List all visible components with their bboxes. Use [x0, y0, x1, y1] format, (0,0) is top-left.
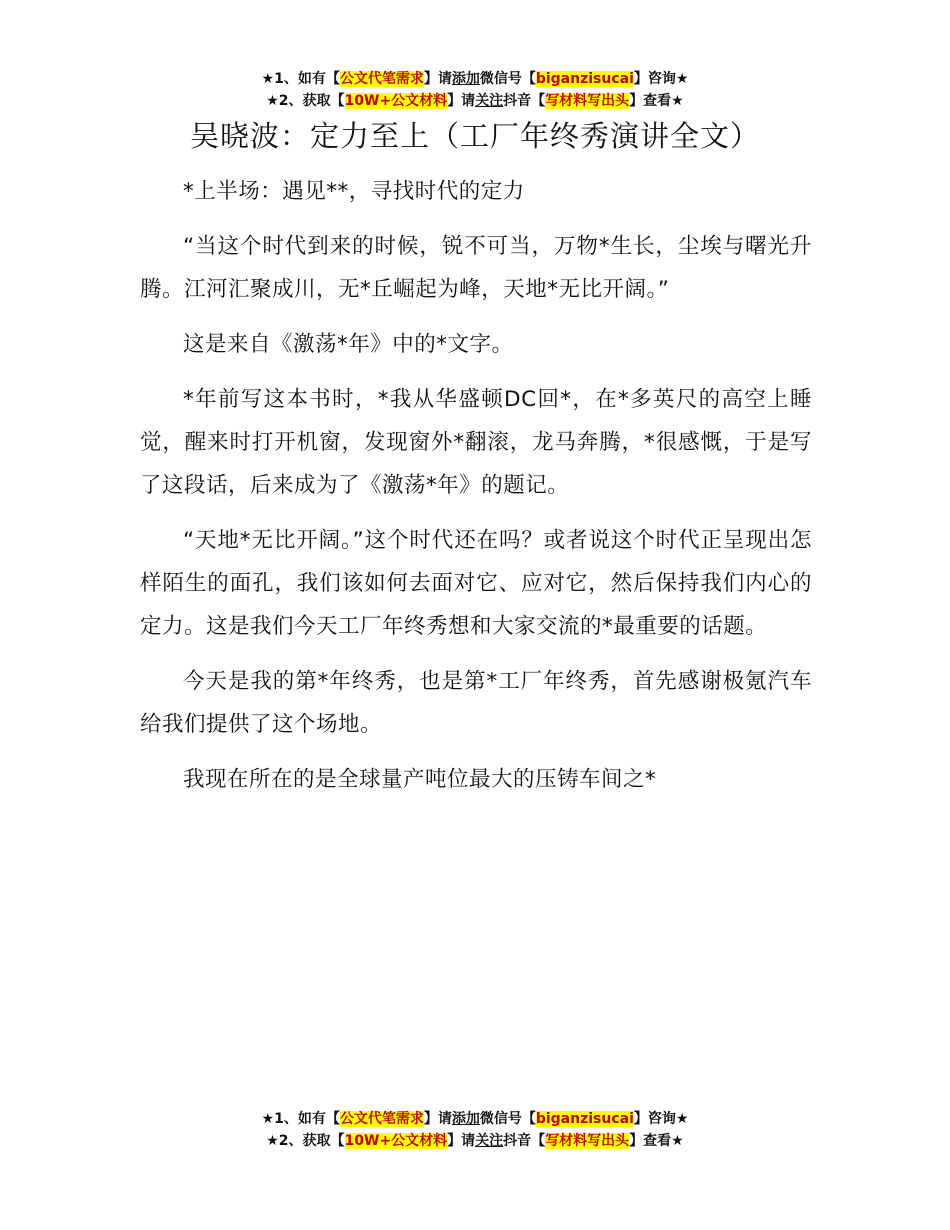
banner-text: 微信号【 — [479, 71, 536, 87]
banner-text: 】请 — [447, 93, 476, 109]
header-banner — [0, 68, 950, 112]
banner-text: 】咨询★ — [633, 1111, 689, 1127]
banner-text: 】查看★ — [629, 1133, 684, 1149]
page-title: 吴晓波：定力至上（工厂年终秀演讲全文） — [189, 119, 760, 153]
banner-text: 】请 — [423, 71, 452, 87]
paragraph: “当这个时代到来的时候，锐不可当，万物*生长，尘埃与曙光升腾。江河汇聚成川，无*丘崛起为峰，天地*无比开阔。” — [140, 234, 812, 302]
paragraph: 这是来自《激荡*年》中的*文字。 — [183, 332, 514, 357]
banner-highlight: 10W+公文材料 — [344, 1133, 448, 1149]
banner-text: 抖音【 — [503, 1133, 546, 1149]
paragraph: *年前写这本书时，*我从华盛顿DC回*，在*多英尺的高空上睡觉，醒来时打开机窗，发现窗外*翻滚，龙马奔腾，*很感慨，于是写了这段话，后来成为了《激荡*年》的题记。 — [140, 387, 812, 498]
banner-text: ★2、获取【 — [266, 1133, 345, 1149]
footer-banner — [0, 1108, 950, 1152]
banner-text: 】请 — [447, 1133, 476, 1149]
banner-highlight: 写材料写出头 — [545, 1133, 630, 1149]
banner-emphasis: 添加 — [451, 1111, 480, 1127]
banner-text: 】咨询★ — [633, 71, 689, 87]
banner-text: 】查看★ — [629, 93, 684, 109]
paragraph: 今天是我的第*年终秀，也是第*工厂年终秀，首先感谢极氪汽车给我们提供了这个场地。 — [140, 669, 812, 737]
document-body — [140, 170, 812, 813]
banner-text: ★1、如有【 — [261, 1111, 340, 1127]
banner-highlight: 公文代笔需求 — [339, 71, 424, 87]
banner-emphasis: 关注 — [475, 93, 504, 109]
banner-line-2 — [0, 1130, 950, 1152]
banner-highlight: 公文代笔需求 — [339, 1111, 424, 1127]
banner-line-1 — [0, 68, 950, 90]
banner-highlight: 10W+公文材料 — [344, 93, 448, 109]
banner-line-1 — [0, 1108, 950, 1130]
paragraph: 我现在所在的是全球量产吨位最大的压铸车间之* — [183, 767, 657, 792]
banner-line-2 — [0, 90, 950, 112]
banner-text: 】请 — [423, 1111, 452, 1127]
banner-text: ★2、获取【 — [266, 93, 345, 109]
banner-highlight: biganzisucai — [535, 1111, 634, 1127]
banner-text: 微信号【 — [479, 1111, 536, 1127]
banner-text: ★1、如有【 — [261, 71, 340, 87]
paragraph: *上半场：遇见**，寻找时代的定力 — [183, 179, 525, 204]
banner-highlight: biganzisucai — [535, 71, 634, 87]
paragraph: “天地*无比开阔。”这个时代还在吗？或者说这个时代正呈现出怎样陌生的面孔，我们该如何去面对它、应对它，然后保持我们内心的定力。这是我们今天工厂年终秀想和大家交流的*最重要的话题。 — [140, 528, 812, 639]
banner-text: 抖音【 — [503, 93, 546, 109]
banner-emphasis: 关注 — [475, 1133, 504, 1149]
banner-emphasis: 添加 — [451, 71, 480, 87]
banner-highlight: 写材料写出头 — [545, 93, 630, 109]
